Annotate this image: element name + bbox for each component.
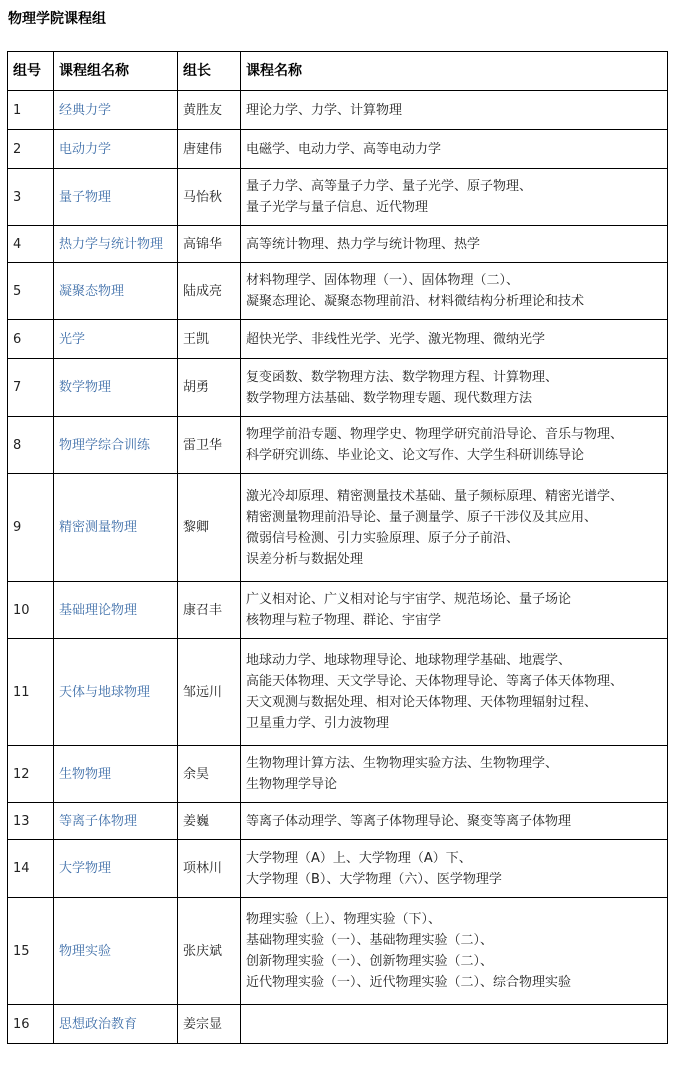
group-number: 10 <box>8 582 54 639</box>
group-name-link[interactable]: 物理学综合训练 <box>59 437 151 453</box>
course-list-cell <box>241 91 668 130</box>
course-list-cell <box>241 320 668 359</box>
table-row <box>8 91 668 130</box>
table-row <box>8 226 668 263</box>
group-leader: 姜巍 <box>178 803 241 840</box>
group-number: 15 <box>8 898 54 1005</box>
group-name-cell <box>54 359 178 417</box>
group-leader: 唐建伟 <box>178 130 241 169</box>
course-line: 量子光学与量子信息、近代物理 <box>246 200 429 215</box>
course-line: 高能天体物理、天文学导论、天体物理导论、等离子体天体物理、 <box>246 674 624 689</box>
group-name-cell <box>54 263 178 320</box>
course-line: 凝聚态理论、凝聚态物理前沿、材料微结构分析理论和技术 <box>246 294 585 309</box>
header-leader: 组长 <box>178 52 241 91</box>
group-name-link[interactable]: 热力学与统计物理 <box>59 236 164 252</box>
group-name-link[interactable]: 物理实验 <box>59 943 112 959</box>
group-number: 7 <box>8 359 54 417</box>
course-line: 科学研究训练、毕业论文、论文写作、大学生科研训练导论 <box>246 448 585 463</box>
header-group-no: 组号 <box>8 52 54 91</box>
course-list-cell <box>241 474 668 582</box>
table-header-row <box>8 52 668 91</box>
course-list-cell <box>241 263 668 320</box>
group-leader: 胡勇 <box>178 359 241 417</box>
course-line: 物理学前沿专题、物理学史、物理学研究前沿导论、音乐与物理、 <box>246 427 624 442</box>
group-number: 6 <box>8 320 54 359</box>
page-title: 物理学院课程组 <box>8 11 106 27</box>
group-name-cell <box>54 803 178 840</box>
course-list-cell <box>241 226 668 263</box>
group-name-link[interactable]: 电动力学 <box>59 141 112 157</box>
group-name-link[interactable]: 基础理论物理 <box>59 602 138 618</box>
course-line: 卫星重力学、引力波物理 <box>246 716 390 731</box>
table-row <box>8 746 668 803</box>
group-name-link[interactable]: 精密测量物理 <box>59 520 138 535</box>
course-list-cell <box>241 359 668 417</box>
table-row <box>8 320 668 359</box>
group-number: 16 <box>8 1005 54 1044</box>
table-row <box>8 582 668 639</box>
table-row <box>8 898 668 1005</box>
group-number: 13 <box>8 803 54 840</box>
group-number: 3 <box>8 169 54 226</box>
table-row <box>8 417 668 474</box>
table-row <box>8 359 668 417</box>
group-name-cell <box>54 582 178 639</box>
course-list-cell <box>241 898 668 1005</box>
course-line: 近代物理实验（一）、近代物理实验（二）、综合物理实验 <box>246 975 572 990</box>
course-line: 误差分析与数据处理 <box>246 551 364 567</box>
group-name-cell <box>54 91 178 130</box>
course-line: 大学物理（B）、大学物理（六）、医学物理学 <box>246 871 502 887</box>
group-leader: 雷卫华 <box>178 417 241 474</box>
group-name-cell <box>54 840 178 898</box>
course-line: 物理实验（上）、物理实验（下）、 <box>246 912 442 927</box>
group-leader: 张庆斌 <box>178 898 241 1005</box>
course-list-cell <box>241 746 668 803</box>
table-row <box>8 474 668 582</box>
group-name-cell <box>54 320 178 359</box>
group-leader: 陆成亮 <box>178 263 241 320</box>
course-line: 复变函数、数学物理方法、数学物理方程、计算物理、 <box>246 369 559 385</box>
course-line: 材料物理学、固体物理（一）、固体物理（二）、 <box>246 273 520 288</box>
table-row <box>8 840 668 898</box>
course-list-cell <box>241 803 668 840</box>
course-line: 电磁学、电动力学、高等电动力学 <box>246 141 442 157</box>
group-name-link[interactable]: 大学物理 <box>59 861 112 876</box>
group-name-cell <box>54 226 178 263</box>
group-number: 1 <box>8 91 54 130</box>
group-leader: 项林川 <box>178 840 241 898</box>
group-leader: 王凯 <box>178 320 241 359</box>
group-name-link[interactable]: 凝聚态物理 <box>59 283 125 299</box>
course-line: 微弱信号检测、引力实验原理、原子分子前沿、 <box>246 530 520 546</box>
course-line: 地球动力学、地球物理导论、地球物理学基础、地震学、 <box>246 653 572 668</box>
group-number: 9 <box>8 474 54 582</box>
course-group-table <box>7 51 668 1044</box>
group-number: 12 <box>8 746 54 803</box>
course-line: 数学物理方法基础、数学物理专题、现代数理方法 <box>246 390 533 406</box>
group-leader: 余昊 <box>178 746 241 803</box>
course-line: 生物物理计算方法、生物物理实验方法、生物物理学、 <box>246 756 559 771</box>
table-row <box>8 169 668 226</box>
table-row <box>8 263 668 320</box>
course-list-cell <box>241 417 668 474</box>
group-number: 11 <box>8 639 54 746</box>
group-name-link[interactable]: 光学 <box>59 331 86 347</box>
table-row <box>8 803 668 840</box>
course-list-cell <box>241 169 668 226</box>
course-line: 天文观测与数据处理、相对论天体物理、天体物理辐射过程、 <box>246 695 598 710</box>
course-line: 精密测量物理前沿导论、量子测量学、原子干涉仪及其应用、 <box>246 509 598 525</box>
group-number: 14 <box>8 840 54 898</box>
group-leader: 高锦华 <box>178 226 241 263</box>
group-name-cell <box>54 417 178 474</box>
course-list-cell <box>241 639 668 746</box>
group-name-link[interactable]: 天体与地球物理 <box>59 684 151 700</box>
header-group-name: 课程组名称 <box>54 52 178 91</box>
group-name-link[interactable]: 数学物理 <box>59 380 112 395</box>
course-line: 创新物理实验（一）、创新物理实验（二）、 <box>246 954 494 969</box>
group-name-cell <box>54 169 178 226</box>
group-leader: 邹远川 <box>178 639 241 746</box>
group-leader: 黎卿 <box>178 474 241 582</box>
group-name-link[interactable]: 等离子体物理 <box>59 813 138 829</box>
group-name-cell <box>54 1005 178 1044</box>
course-line: 核物理与粒子物理、群论、宇宙学 <box>246 613 442 628</box>
group-name-cell <box>54 898 178 1005</box>
group-number: 2 <box>8 130 54 169</box>
table-row <box>8 130 668 169</box>
group-name-link[interactable]: 经典力学 <box>59 102 112 118</box>
course-line: 理论力学、力学、计算物理 <box>246 102 403 118</box>
group-name-link[interactable]: 量子物理 <box>59 189 112 205</box>
group-leader: 黄胜友 <box>178 91 241 130</box>
table-row <box>8 1005 668 1044</box>
group-leader: 马怡秋 <box>178 169 241 226</box>
course-line: 等离子体动理学、等离子体物理导论、聚变等离子体物理 <box>246 813 572 829</box>
course-line: 高等统计物理、热力学与统计物理、热学 <box>246 236 481 252</box>
group-name-link[interactable]: 生物物理 <box>59 766 112 782</box>
group-number: 5 <box>8 263 54 320</box>
group-leader: 康召丰 <box>178 582 241 639</box>
header-courses: 课程名称 <box>241 52 668 91</box>
group-leader: 姜宗显 <box>178 1005 241 1044</box>
course-line: 生物物理学导论 <box>246 777 338 792</box>
course-line: 广义相对论、广义相对论与宇宙学、规范场论、量子场论 <box>246 592 572 607</box>
group-number: 4 <box>8 226 54 263</box>
course-line: 基础物理实验（一）、基础物理实验（二）、 <box>246 933 494 948</box>
group-name-cell <box>54 746 178 803</box>
table-row <box>8 639 668 746</box>
course-list-cell <box>241 840 668 898</box>
course-line: 量子力学、高等量子力学、量子光学、原子物理、 <box>246 179 533 194</box>
group-name-cell <box>54 639 178 746</box>
course-list-cell <box>241 130 668 169</box>
group-name-cell <box>54 474 178 582</box>
group-name-link[interactable]: 思想政治教育 <box>59 1016 138 1032</box>
course-list-cell <box>241 582 668 639</box>
course-line: 激光冷却原理、精密测量技术基础、量子频标原理、精密光谱学、 <box>246 488 624 504</box>
course-list-cell <box>241 1005 668 1044</box>
course-line: 大学物理（A）上、大学物理（A）下、 <box>246 850 472 866</box>
group-number: 8 <box>8 417 54 474</box>
course-line: 超快光学、非线性光学、光学、激光物理、微纳光学 <box>246 331 546 347</box>
group-name-cell <box>54 130 178 169</box>
